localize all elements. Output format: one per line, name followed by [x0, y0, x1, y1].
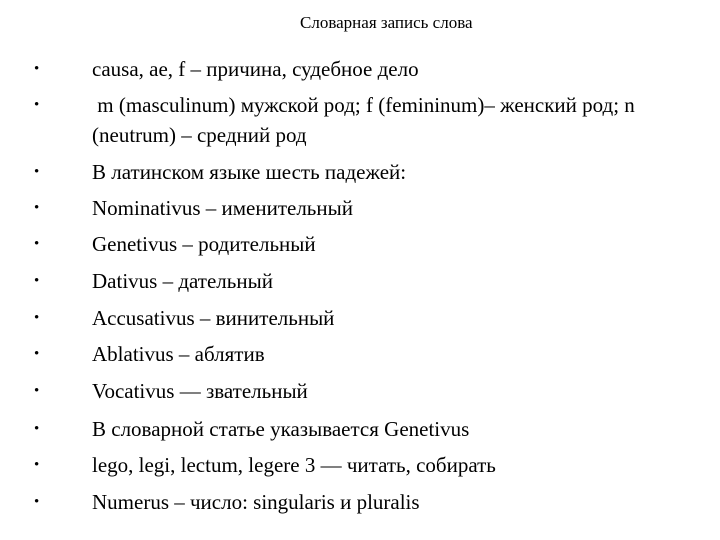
bullet-icon: • — [34, 310, 40, 326]
list-item-text: Vocativus — звательный — [92, 379, 308, 403]
bullet-icon: • — [34, 61, 40, 77]
bullet-icon: • — [34, 164, 40, 180]
list-item-text: Numerus – число: singularis и pluralis — [92, 490, 420, 514]
list-item-text: В словарной статье указывается Genetivus — [92, 417, 470, 441]
bullet-icon: • — [34, 383, 40, 399]
slide-title: Словарная запись слова — [300, 13, 473, 32]
bullet-icon: • — [34, 346, 40, 362]
bullet-icon: • — [34, 97, 40, 113]
list-item-text: Accusativus – винительный — [92, 306, 335, 330]
list-item-text: Ablativus – аблятив — [92, 342, 265, 366]
list-item-text: Dativus – дательный — [92, 269, 273, 293]
bullet-icon: • — [34, 236, 40, 252]
bullet-icon: • — [34, 421, 40, 437]
list-item-text: m (masculinum) мужской род; f (femininum)– женский род; n (neutrum) – средний род — [92, 93, 641, 147]
list-item-text: lego, legi, lectum, legere 3 — читать, собирать — [92, 453, 496, 477]
bullet-icon: • — [34, 200, 40, 216]
bullet-icon: • — [34, 457, 40, 473]
list-item-text: Genetivus – родительный — [92, 232, 316, 256]
list-item-text: В латинском языке шесть падежей: — [92, 160, 407, 184]
list-item-text: causa, ae, f – причина, судебное дело — [92, 57, 419, 81]
bullet-icon: • — [34, 494, 40, 510]
bullet-icon: • — [34, 273, 40, 289]
list-item-text: Nominativus – именительный — [92, 196, 353, 220]
